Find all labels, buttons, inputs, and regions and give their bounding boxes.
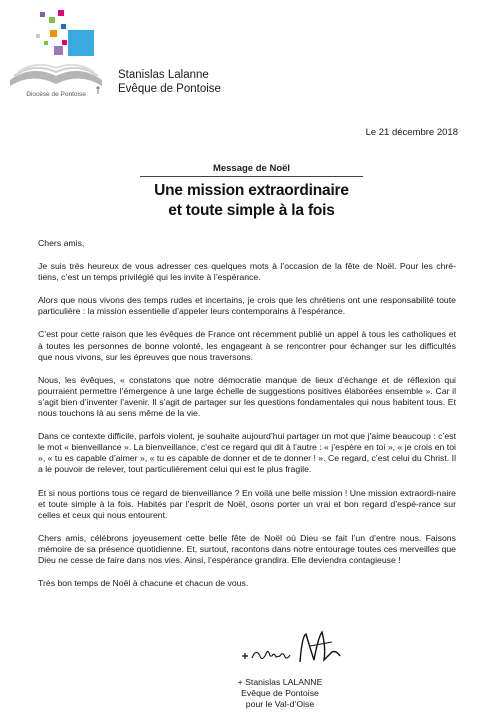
- paragraph: Et si nous portions tous ce regard de bienveillance ? En voilà une belle mission ! Une mission extraordi-naire et toute simple à la fois. Habités par l’esprit de Noël, osons porter un vrai et bon regard d’espé-rance sur celles et ceux qui nous entourent.: [38, 487, 456, 520]
- paragraph: C’est pour cette raison que les évêques de France ont récemment publié un appel à tous les catholiques et à toutes les personnes de bonne volonté, les engageant à se rencontrer pour échanger sur les difficultés que nous vivons, sur les épreuves que nous traversons.: [38, 329, 456, 362]
- diocese-logo-graphic: [6, 8, 106, 94]
- paragraph: Alors que nous vivons des temps rudes et incertains, je crois que les chrétiens ont une responsabilité toute particulière : la mission essentielle d’appeler leurs contemporains à l’espérance.: [38, 295, 456, 317]
- logo-caption: Diocèse de Pontoise: [26, 91, 86, 98]
- closing: Très bon temps de Noël à chacune et chacun de vous.: [38, 578, 249, 589]
- subtitle-divider: [140, 176, 363, 177]
- letter-date: Le 21 décembre 2018: [365, 127, 458, 138]
- paragraph: Chers amis, célébrons joyeusement cette belle fête de Noël où Dieu se fait l’un d’entre nous. Faisons mémoire de sa présence quotidienne. Et, surtout, racontons dans notre entourage toutes ces merveilles que Dieu ne cesse de faire dans nos vies. Ainsi, l’espérance grandira. Elle deviendra contagieuse !: [38, 532, 456, 565]
- signature-block: [225, 677, 335, 710]
- title-line: Une mission extraordinaire: [154, 182, 349, 199]
- paragraph: Nous, les évêques, « constatons que notre démocratie manque de lieux d’échange et de réflexion qui pourraient permettre l’émergence à une large échelle de suggestions positives élaborées ensemble ». Car il s’agit bien d’inventer l’avenir. Il s’agit de partager sur les questions fondamentales qui nous habitent tous. Et nous touchons là au sens même de la vie.: [38, 374, 456, 419]
- letter-body: [38, 238, 456, 601]
- handwritten-signature: [240, 626, 350, 668]
- author-name: Stanislas Lalanne: [118, 69, 209, 81]
- title-line: et toute simple à la fois: [168, 202, 335, 219]
- paragraph: Je suis très heureux de vous adresser ces quelques mots à l’occasion de la fête de Noël. Pour les chré-tiens, c’est un temps privilégié qui les invite à l’espérance.: [38, 261, 456, 283]
- diocese-logo: [6, 8, 106, 100]
- author-title: Evêque de Pontoise: [118, 83, 221, 95]
- salutation: Chers amis,: [38, 238, 85, 248]
- signatory-name: + Stanislas LALANNE: [237, 677, 323, 687]
- letter-title: [0, 181, 503, 221]
- signatory-title: Evêque de Pontoise: [241, 688, 319, 698]
- signatory-diocese: pour le Val-d’Oise: [245, 699, 315, 709]
- paragraph: Dans ce contexte difficile, parfois violent, je souhaite aujourd’hui partager un mot que j’aime beaucoup : c’est le mot « bienveillance ». La bienveillance, c’est ce regard qui dit à l’autre : « j’espère en toi », « je crois en toi », « tu es capable d’aimer », « tu es capable de donner et de te donner ! ». Ce regard, c’est celui du Christ. Il a le pouvoir de relever, tout particulièrement celui qui est le plus fragile.: [38, 431, 456, 475]
- author-header: [118, 68, 221, 96]
- letter-subtitle: Message de Noël: [212, 163, 291, 174]
